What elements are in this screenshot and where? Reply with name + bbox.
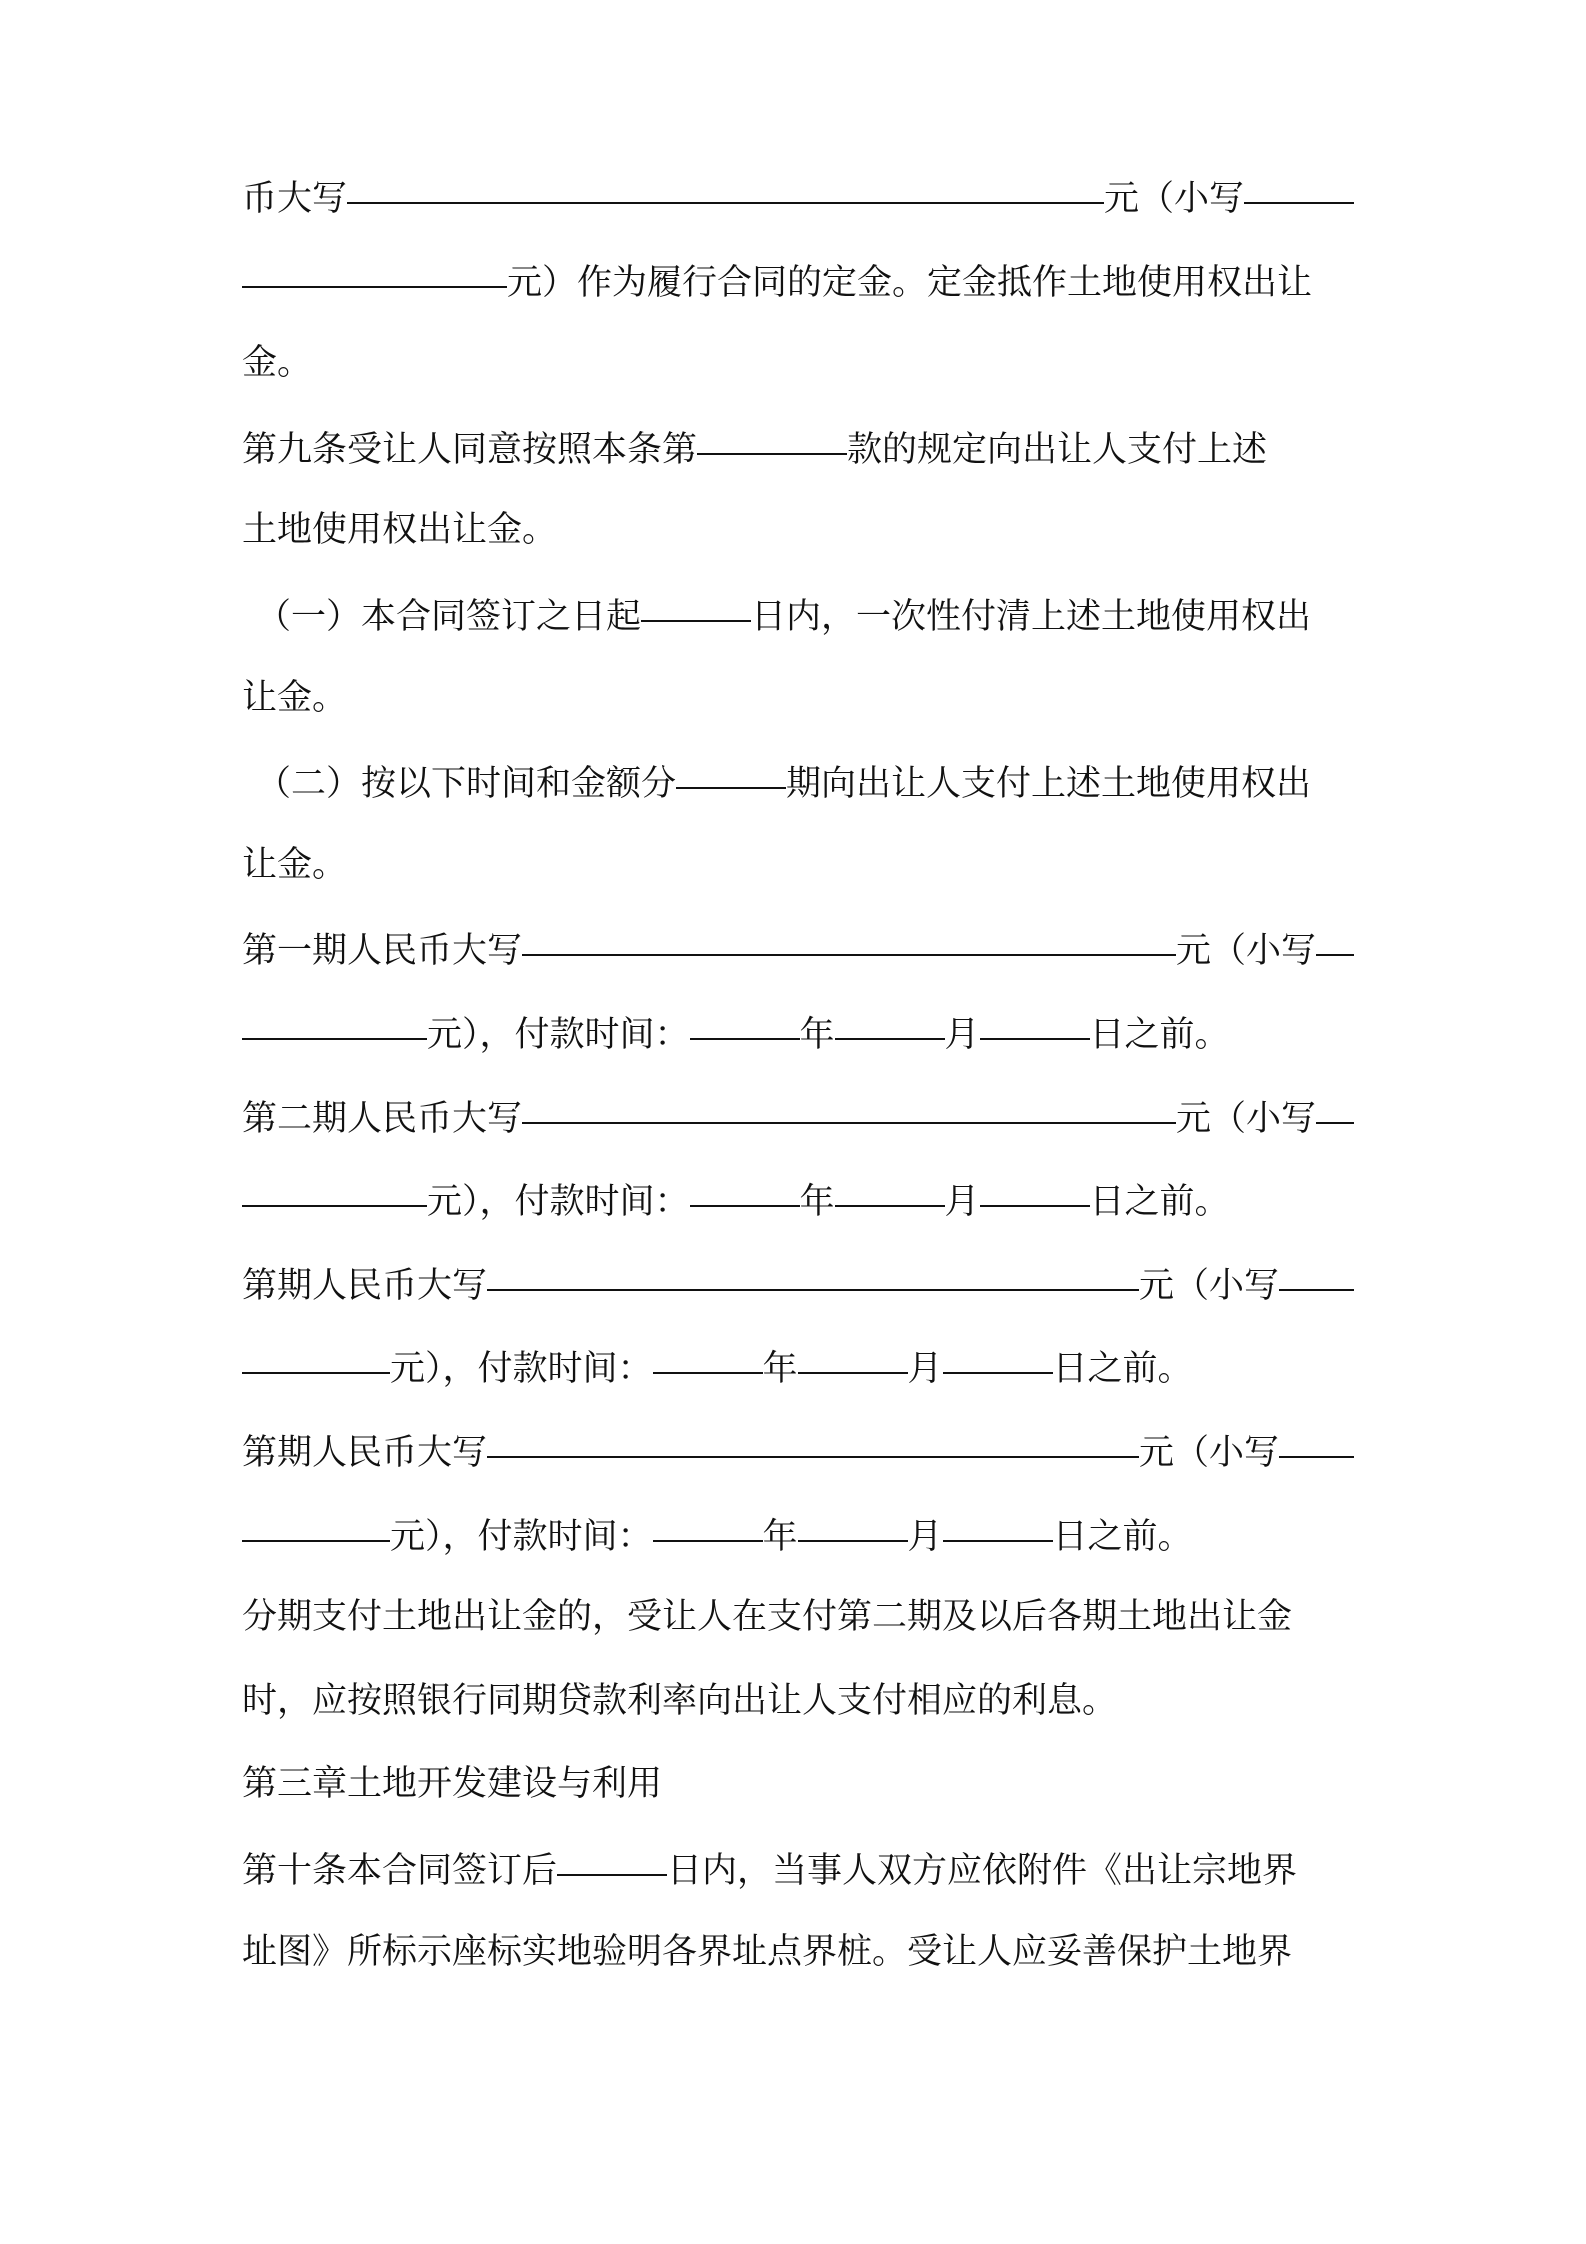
blank-field — [1279, 1247, 1354, 1291]
blank-field — [943, 1330, 1053, 1374]
text-segment: 第二期人民币大写 — [242, 1098, 523, 1139]
text-segment: 款的规定向出让人支付上述 — [847, 429, 1268, 470]
text-segment: 让金。 — [242, 844, 348, 885]
blank-field — [347, 160, 1104, 204]
blank-field — [1244, 160, 1354, 204]
text-segment: 月 — [907, 1349, 943, 1390]
blank-field — [242, 244, 507, 288]
blank-field — [242, 1330, 390, 1374]
text-segment: 第一期人民币大写 — [242, 931, 523, 972]
blank-field — [242, 1498, 390, 1542]
text-line — [242, 333, 1354, 393]
text-line — [242, 1420, 1354, 1480]
blank-field — [835, 996, 945, 1040]
text-line — [242, 417, 1354, 477]
text-segment: 让金。 — [242, 677, 348, 718]
text-segment: 第期人民币大写 — [242, 1433, 488, 1473]
text-segment: 年 — [799, 1015, 835, 1055]
blank-field — [676, 745, 786, 789]
blank-field — [943, 1498, 1053, 1542]
text-segment: 元（小写 — [1175, 1098, 1316, 1139]
text-segment: 元（小写 — [1138, 1265, 1279, 1306]
text-segment: 年 — [799, 1182, 835, 1223]
text-line — [242, 1253, 1354, 1313]
blank-field — [690, 1163, 800, 1207]
text-segment: 第九条受让人同意按照本条第 — [242, 429, 698, 470]
blank-field — [487, 1247, 1139, 1291]
blank-field — [1316, 912, 1354, 956]
text-segment: 日之前。 — [1052, 1516, 1193, 1557]
text-segment: 第十条本合同签订后 — [242, 1851, 558, 1891]
text-segment: 元（小写 — [1138, 1433, 1279, 1473]
blank-field — [690, 996, 800, 1040]
blank-field — [798, 1498, 908, 1542]
text-line — [242, 918, 1354, 978]
text-line — [242, 1169, 1354, 1229]
text-segment: 元（小写 — [1103, 179, 1244, 219]
blank-field — [653, 1330, 763, 1374]
text-line — [242, 1504, 1354, 1564]
text-segment: 址图》所标示座标实地验明各界址点界桩。受让人应妥善保护土地界 — [242, 1931, 1293, 1972]
text-line — [242, 1838, 1354, 1898]
blank-field — [487, 1414, 1139, 1458]
text-line — [242, 1922, 1354, 1982]
text-segment: 月 — [944, 1182, 980, 1223]
text-line — [256, 751, 1354, 811]
text-segment: 元），付款时间： — [427, 1015, 690, 1055]
text-segment: （一）本合同签订之日起 — [256, 597, 642, 637]
text-line — [242, 1754, 1354, 1814]
blank-field — [1316, 1080, 1354, 1124]
text-line — [242, 500, 1354, 560]
text-segment: 分期支付土地出让金的，受让人在支付第二期及以后各期土地出让金 — [242, 1597, 1293, 1638]
text-segment: 第期人民币大写 — [242, 1265, 488, 1306]
text-segment: 年 — [762, 1516, 798, 1557]
text-segment: 日内，当事人双方应依附件《出让宗地界 — [667, 1851, 1298, 1891]
text-line — [242, 250, 1354, 310]
blank-field — [980, 1163, 1090, 1207]
blank-field — [242, 1163, 427, 1207]
blank-field — [835, 1163, 945, 1207]
blank-field — [1279, 1414, 1354, 1458]
text-line — [242, 835, 1354, 895]
blank-field — [798, 1330, 908, 1374]
text-segment: 时，应按照银行同期贷款利率向出让人支付相应的利息。 — [242, 1680, 1118, 1721]
blank-field — [522, 912, 1176, 956]
text-segment: 币大写 — [242, 179, 348, 219]
blank-field — [980, 996, 1090, 1040]
blank-field — [557, 1832, 667, 1876]
text-segment: 元（小写 — [1175, 931, 1316, 972]
text-segment: 月 — [907, 1516, 943, 1557]
text-segment: 日之前。 — [1089, 1015, 1230, 1055]
text-segment: 元），付款时间： — [390, 1349, 653, 1390]
text-segment: 月 — [944, 1015, 980, 1055]
text-segment: 年 — [762, 1349, 798, 1390]
text-line — [242, 1002, 1354, 1062]
text-line — [242, 1086, 1354, 1146]
text-segment: 元），付款时间： — [390, 1516, 653, 1557]
text-line — [242, 1587, 1354, 1647]
text-segment: 金。 — [242, 343, 313, 384]
blank-field — [697, 411, 847, 455]
text-segment: 元）作为履行合同的定金。定金抵作土地使用权出让 — [507, 262, 1313, 303]
blank-field — [653, 1498, 763, 1542]
text-segment: 土地使用权出让金。 — [242, 510, 558, 551]
blank-field — [641, 578, 751, 622]
text-line — [242, 1671, 1354, 1731]
text-segment: 元），付款时间： — [427, 1182, 690, 1223]
text-line — [242, 668, 1354, 728]
text-segment: 期向出让人支付上述土地使用权出 — [786, 764, 1312, 805]
text-segment: 第三章土地开发建设与利用 — [242, 1764, 663, 1805]
text-line — [256, 584, 1354, 644]
text-line — [242, 166, 1354, 226]
text-line — [242, 1336, 1354, 1396]
text-segment: 日之前。 — [1052, 1349, 1193, 1390]
blank-field — [522, 1080, 1176, 1124]
blank-field — [242, 996, 427, 1040]
text-segment: （二）按以下时间和金额分 — [256, 764, 677, 805]
text-segment: 日内，一次性付清上述土地使用权出 — [751, 597, 1312, 637]
text-segment: 日之前。 — [1089, 1182, 1230, 1223]
